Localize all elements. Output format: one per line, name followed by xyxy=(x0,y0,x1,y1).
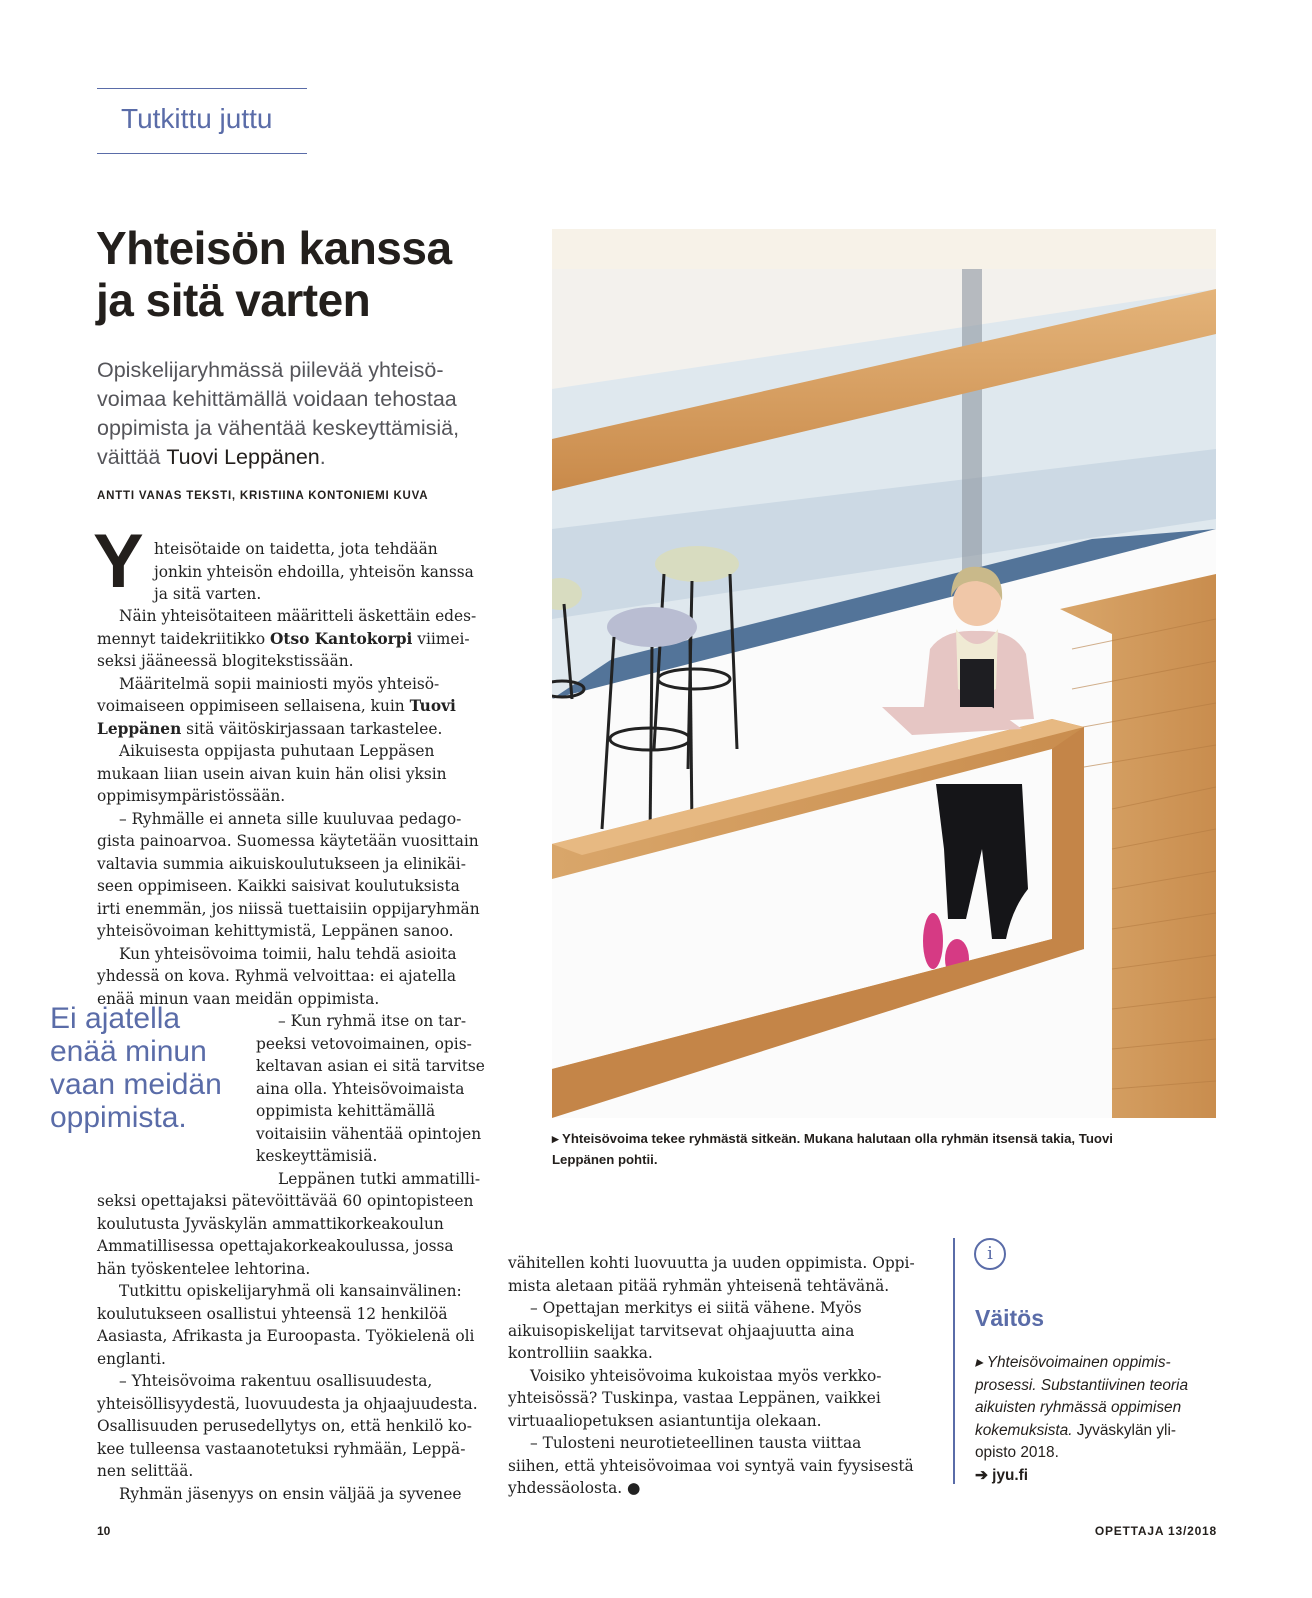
body-line: englanti. xyxy=(97,1349,166,1368)
body-line: koulutukseen osallistui yhteensä 12 henkilöä xyxy=(97,1304,448,1323)
factbox-link[interactable]: ➔ jyu.fi xyxy=(975,1466,1029,1484)
body-line: Ammatillisessa opettajakorkeakoulussa, jossa xyxy=(97,1237,454,1255)
body-line: Aikuisesta oppijasta puhutaan Leppäsen xyxy=(119,742,435,760)
body-line: gista painoarvoa. Suomessa käytetään vuosittain xyxy=(97,832,479,850)
factbox-line xyxy=(975,1397,1220,1420)
photo-caption xyxy=(552,1129,1222,1170)
body-lines xyxy=(508,1252,915,1477)
body-line: – Opettajan merkitys ei siitä vähene. Myös xyxy=(530,1299,862,1317)
body-text: viimei- xyxy=(412,629,470,648)
body-line xyxy=(97,628,480,651)
person-name: Tuovi xyxy=(409,697,456,715)
body-line: oppimista kehittämällä xyxy=(256,1102,436,1120)
body-line: voitaisiin vähentää opintojen xyxy=(256,1124,482,1143)
body-line: mista aletaan pitää ryhmän yhteisenä tehtävänä. xyxy=(508,1276,890,1295)
body-line: Tutkittu opiskelijaryhmä oli kansainvälinen: xyxy=(119,1282,462,1300)
pull-quote-line: oppimista. xyxy=(50,1101,187,1134)
body-line: siihen, että yhteisövoimaa voi syntyä vain fyysisestä xyxy=(508,1456,914,1475)
body-line: koulutusta Jyväskylän ammattikorkeakoulun xyxy=(97,1214,444,1233)
article-photo xyxy=(552,229,1216,1118)
photo-icon xyxy=(552,229,1216,1118)
lead-text: . xyxy=(319,445,326,469)
body-line: Kun yhteisövoima toimii, halu tehdä asioita xyxy=(119,944,457,963)
body-line: kee tulleensa vastaanotetuksi ryhmään, Leppä- xyxy=(97,1439,466,1458)
body-line: seksi opettajaksi pätevöittävää 60 opintopisteen xyxy=(97,1192,474,1210)
factbox-italic: ▸ Yhteisövoimainen oppimis- xyxy=(975,1354,1171,1371)
body-line: enää minun vaan meidän oppimista. xyxy=(97,989,380,1008)
caption-line: ▸ Yhteisövoima tekee ryhmästä sitkeän. Mukana halutaan olla ryhmän itsensä takia, Tuovi xyxy=(552,1131,1113,1146)
body-line: hteisötaide on taidetta, jota tehdään xyxy=(154,540,438,558)
body-line: Ryhmän jäsenyys on ensin väljää ja syvenee xyxy=(119,1484,462,1503)
body-line: Näin yhteisötaiteen määritteli äskettäin edes- xyxy=(119,607,477,625)
lead-paragraph xyxy=(97,356,497,472)
body-line: valtavia summia aikuiskoulutukseen ja elinikäi- xyxy=(97,854,466,873)
body-line xyxy=(97,695,480,718)
pull-quote-line: Ei ajatella xyxy=(50,1002,181,1035)
body-line: keltavan asian ei sitä tarvitse xyxy=(256,1057,485,1075)
person-name: Leppänen xyxy=(97,719,182,738)
byline: ANTTI VANAS TEKSTI, KRISTIINA KONTONIEMI KUVA xyxy=(97,490,429,502)
body-line: aikuisopiskelijat tarvitsevat ohjaajuutta aina xyxy=(508,1321,855,1340)
body-line: jonkin yhteisön ehdoilla, yhteisön kanssa xyxy=(154,562,474,581)
lead-line: oppimista ja vähentää keskeyttämisiä, xyxy=(97,416,460,440)
lead-person-name: Tuovi Leppänen xyxy=(166,445,320,469)
body-text: voimaiseen oppimiseen sellaisena, kuin xyxy=(97,697,410,715)
info-icon: i xyxy=(974,1238,1006,1270)
body-line: vähitellen kohti luovuutta ja uuden oppimista. Oppi- xyxy=(508,1254,915,1272)
factbox-line xyxy=(975,1420,1220,1443)
body-line: Voisiko yhteisövoima kukoistaa myös verkko- xyxy=(530,1366,882,1385)
lead-line xyxy=(97,443,497,472)
magazine-issue: OPETTAJA 13/2018 xyxy=(1094,1524,1217,1538)
section-tag xyxy=(97,88,307,154)
body-column-2 xyxy=(508,1252,915,1500)
pull-quote-line: enää minun xyxy=(50,1035,207,1068)
body-line: mukaan liian usein aivan kuin hän olisi yksin xyxy=(97,764,447,783)
body-line: yhteisössä? Tuskinpa, vastaa Leppänen, vaikkei xyxy=(508,1389,881,1407)
body-line: yhteisövoiman kehittymistä, Leppänen sanoo. xyxy=(97,922,454,940)
body-line: seksi jääneessä blogitekstissään. xyxy=(97,652,354,670)
body-column-1-bottom xyxy=(97,1190,478,1505)
factbox-text xyxy=(975,1352,1220,1487)
body-line: kontrolliin saakka. xyxy=(508,1344,653,1362)
body-line: oppimisympäristössään. xyxy=(97,787,286,805)
body-line: – Tulosteni neurotieteellinen tausta viittaa xyxy=(530,1434,862,1452)
pull-quote xyxy=(50,1002,240,1134)
body-column-1 xyxy=(97,605,480,1010)
section-tag-label: Tutkittu juttu xyxy=(121,103,273,134)
body-line: Osallisuuden perusedellytys on, että henkilö ko- xyxy=(97,1417,472,1435)
body-line: ja sitä varten. xyxy=(154,585,262,603)
body-line: yhdessä on kova. Ryhmä velvoittaa: ei ajatella xyxy=(97,967,457,985)
headline-line-2: ja sitä varten xyxy=(96,274,371,326)
body-lines xyxy=(97,1190,478,1505)
body-line: seen oppimiseen. Kaikki saisivat koulutuksista xyxy=(97,877,460,895)
factbox-italic: prosessi. Substantiivinen teoria xyxy=(975,1376,1189,1394)
factbox-line xyxy=(975,1352,1220,1375)
drop-cap: Y xyxy=(93,519,144,604)
body-line: peeksi vetovoimainen, opis- xyxy=(256,1034,472,1053)
body-narrow xyxy=(256,1010,485,1190)
factbox-rule xyxy=(953,1238,955,1484)
lead-line: Opiskelijaryhmässä piilevää yhteisö- xyxy=(97,358,444,382)
body-lines xyxy=(256,1010,485,1190)
lead-text: väittää xyxy=(97,445,167,469)
body-line: aina olla. Yhteisövoimaista xyxy=(256,1079,465,1098)
factbox-italic: aikuisten ryhmässä oppimisen xyxy=(975,1399,1182,1416)
headline-line-1: Yhteisön kanssa xyxy=(96,222,452,274)
factbox-line xyxy=(975,1375,1220,1398)
pull-quote-line: vaan meidän xyxy=(50,1068,222,1101)
body-line: keskeyttämisiä. xyxy=(256,1147,378,1165)
lead-line: voimaa kehittämällä voidaan tehostaa xyxy=(97,387,457,411)
body-line: yhteisöllisyydestä, luovuudesta ja ohjaajuudesta. xyxy=(97,1394,478,1413)
body-line: nen selittää. xyxy=(97,1462,194,1480)
body-line: irti enemmän, jos niissä tuettaisiin oppijaryhmän xyxy=(97,899,480,918)
factbox-line: opisto 2018. xyxy=(975,1444,1059,1461)
page-number: 10 xyxy=(97,1524,111,1538)
body-line: virtuaaliopetuksen asiantuntija olekaan. xyxy=(508,1411,822,1430)
body-line: hän työskentelee lehtorina. xyxy=(97,1259,311,1278)
body-intro xyxy=(154,538,474,606)
factbox-plain: Jyväskylän yli- xyxy=(1072,1421,1176,1439)
body-text: sitä väitöskirjassaan tarkastelee. xyxy=(181,719,443,738)
body-line-end: yhdessäolosta. ● xyxy=(508,1479,641,1497)
factbox-title: Väitös xyxy=(975,1305,1045,1331)
body-line: Määritelmä sopii mainiosti myös yhteisö- xyxy=(119,674,440,693)
body-line: – Kun ryhmä itse on tar- xyxy=(278,1012,467,1030)
body-line: Aasiasta, Afrikasta ja Euroopasta. Työkielenä oli xyxy=(97,1327,475,1345)
person-name: Otso Kantokorpi xyxy=(270,629,413,648)
body-line: Leppänen tutki ammatilli- xyxy=(278,1169,481,1188)
body-line xyxy=(97,718,480,741)
body-text: mennyt taidekriitikko xyxy=(97,629,270,648)
body-line: – Ryhmälle ei anneta sille kuuluvaa pedago- xyxy=(119,809,462,828)
caption-line: Leppänen pohtii. xyxy=(552,1151,658,1167)
headline xyxy=(96,222,516,326)
body-lines xyxy=(97,740,480,1010)
factbox-italic: kokemuksista. xyxy=(975,1421,1073,1439)
body-line: – Yhteisövoima rakentuu osallisuudesta, xyxy=(119,1372,433,1390)
